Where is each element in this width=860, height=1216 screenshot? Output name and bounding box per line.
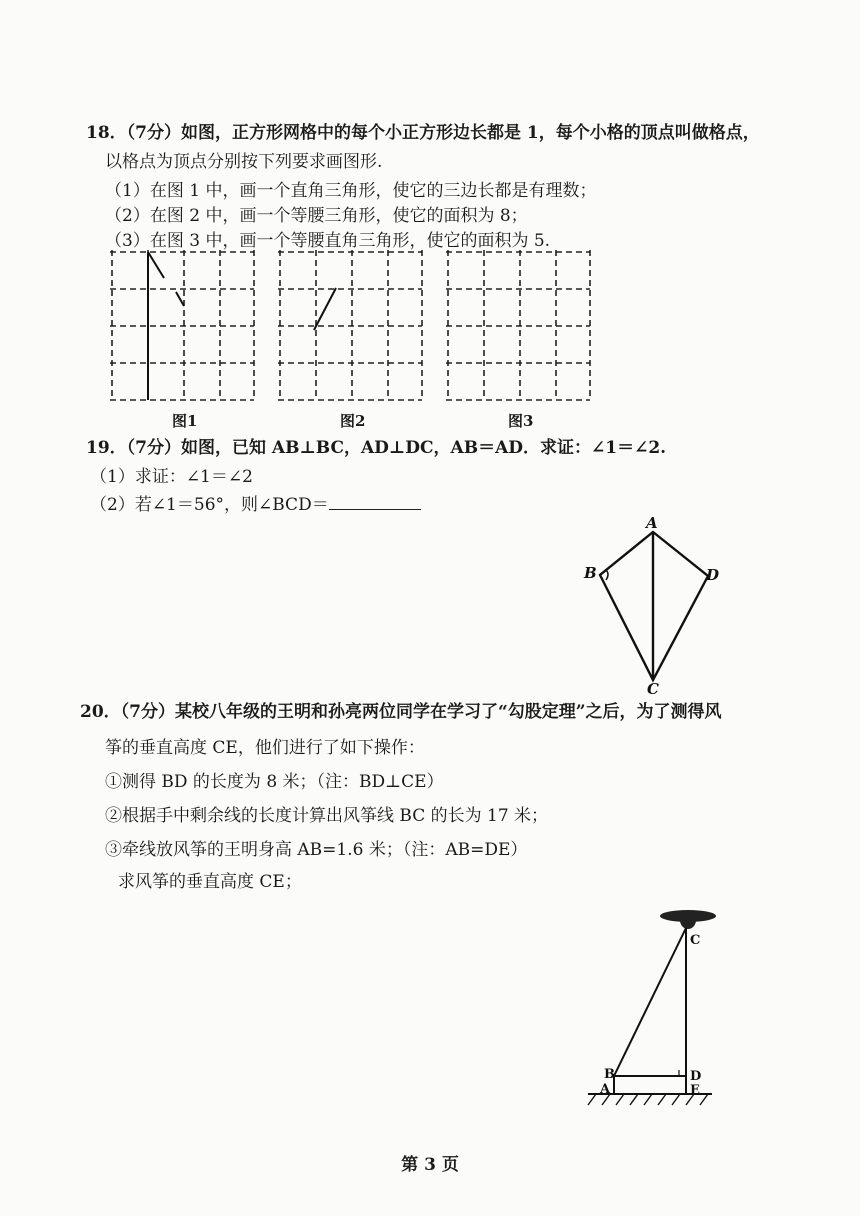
label-C: C [647,680,659,698]
q18-title-cont: 以格点为顶点分别按下列要求画图形. [105,152,383,172]
figure-3-caption: 图3 [508,412,534,430]
label-A: A [646,514,658,532]
q20-title: 20．（7分）某校八年级的王明和孙亮两位同学在学习了“勾股定理”之后，为了测得风 [80,702,722,722]
kite-diagram [580,510,730,698]
answer-blank[interactable] [329,495,421,510]
grid-figure-3[interactable] [446,250,592,402]
q18-item-2: （2）在图 2 中，画一个等腰三角形，使它的面积为 8； [105,206,528,226]
q19-item-2: （2）若∠1＝56°，则∠BCD＝ [90,495,329,515]
q19-title: 19．（7分）如图，已知 AB⊥BC，AD⊥DC，AB＝AD．求证：∠1＝∠2. [86,438,667,458]
q19-item-2-row [90,490,421,515]
kite-height-diagram [588,900,728,1110]
q19-item-1: （1）求证：∠1＝∠2 [90,467,253,487]
label-E: E [690,1083,700,1098]
pencil-marks [314,288,336,330]
q20-ask: 求风筝的垂直高度 CE； [118,872,302,892]
figure-2-caption: 图2 [340,412,366,430]
label-D: D [690,1069,702,1084]
q20-step-2: ②根据手中剩余线的长度计算出风筝线 BC 的长为 17 米； [105,806,549,826]
kite-icon [660,910,716,929]
q18-item-3: （3）在图 3 中，画一个等腰直角三角形，使它的面积为 5. [105,231,551,251]
q20-step-3: ③牵线放风筝的王明身高 AB=1.6 米；（注：AB=DE） [105,840,528,860]
label-B: B [584,564,597,582]
q20-step-1: ①测得 BD 的长度为 8 米；（注：BD⊥CE） [105,772,444,792]
label-B: B [604,1067,615,1082]
label-A: A [600,1082,611,1097]
grid-figure-1[interactable] [110,250,256,402]
q18-title: 18．（7分）如图，正方形网格中的每个小正方形边长都是 1，每个小格的顶点叫做格点， [86,123,760,143]
q20-title-cont: 筝的垂直高度 CE，他们进行了如下操作： [105,738,425,758]
page-number: 第 3 页 [401,1155,459,1175]
label-D: D [706,566,720,584]
q18-item-1: （1）在图 1 中，画一个直角三角形，使它的三边长都是有理数； [105,181,597,201]
label-C: C [690,933,701,948]
figure-1-caption: 图1 [172,412,198,430]
grid-figure-2[interactable] [278,250,424,402]
